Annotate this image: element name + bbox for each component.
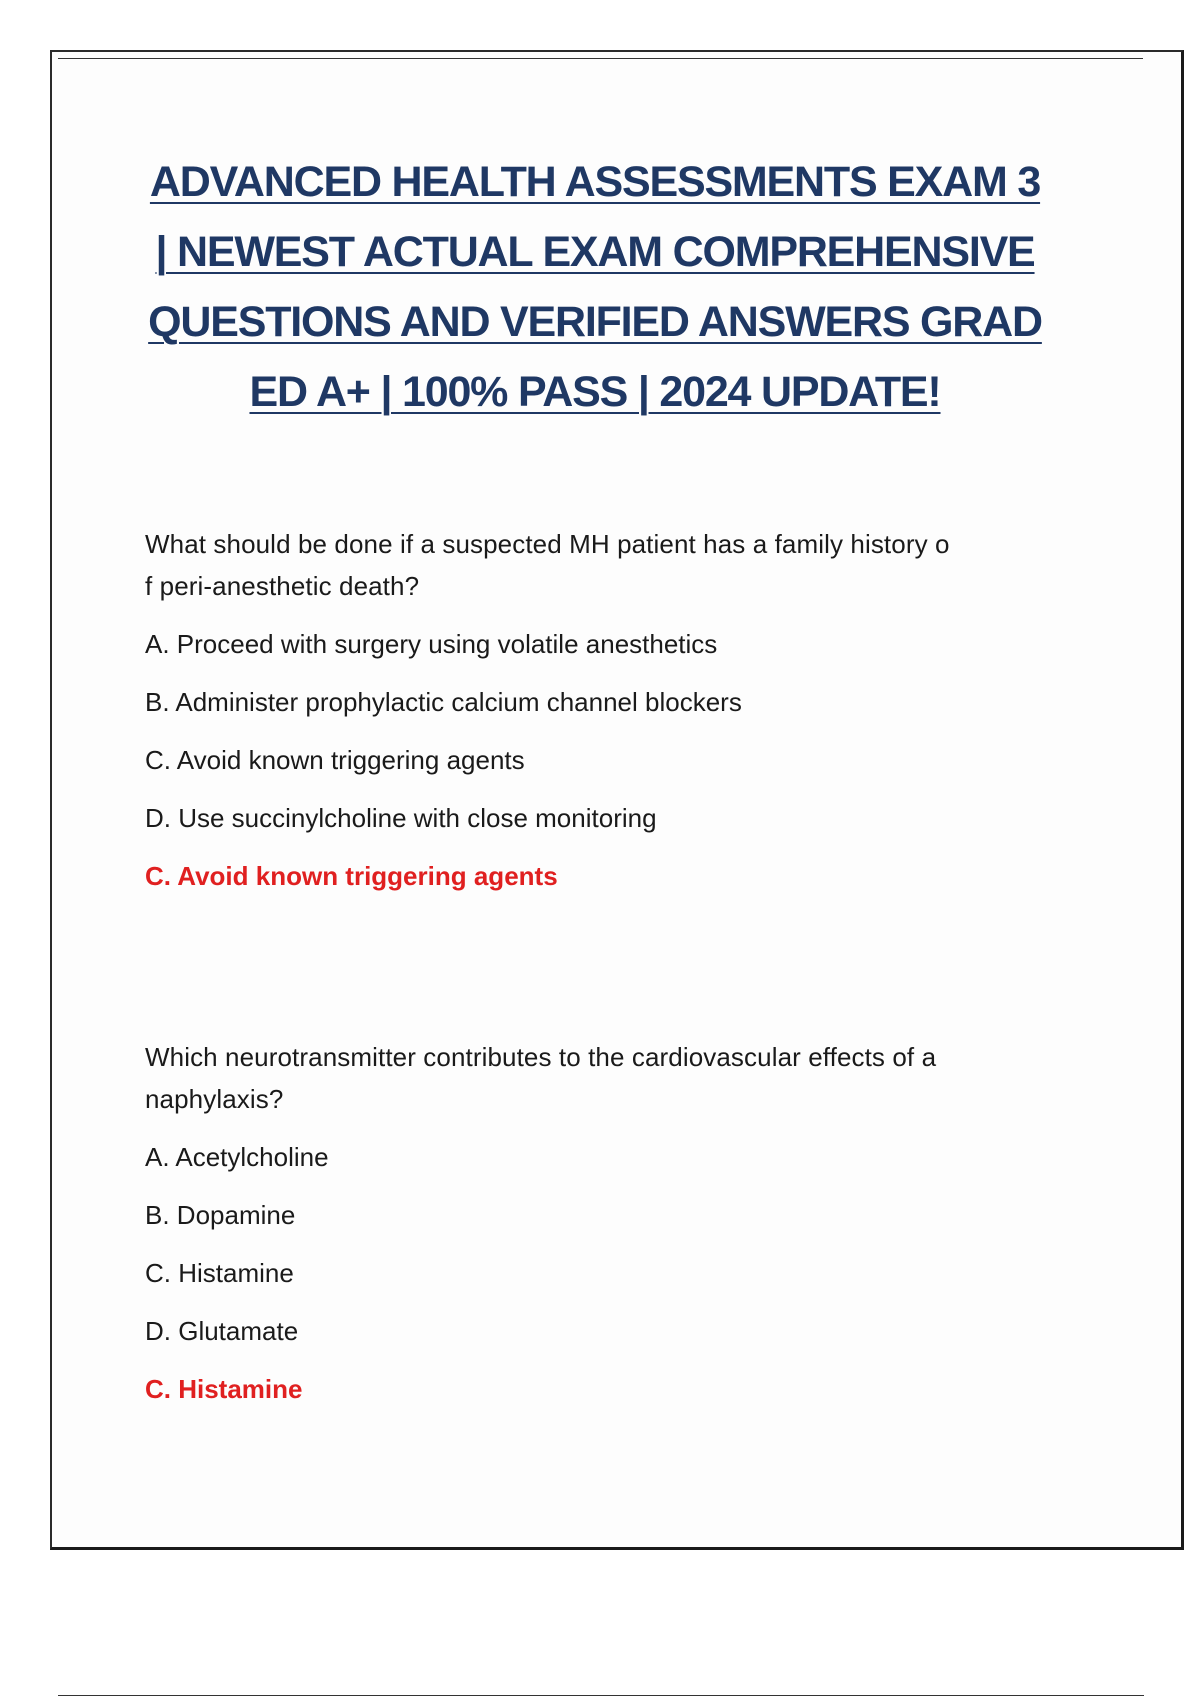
question-2-option-d: D. Glutamate	[145, 1316, 299, 1346]
question-2-text-line-2: naphylaxis?	[145, 1084, 284, 1114]
bottom-rule	[58, 1695, 1144, 1696]
title-line-3: QUESTIONS AND VERIFIED ANSWERS GRAD	[148, 298, 1042, 346]
question-2-answer: C. Histamine	[145, 1374, 303, 1404]
question-1-text-line-1: What should be done if a suspected MH patient has a family history o	[145, 529, 950, 559]
question-2-text	[145, 1036, 1075, 1120]
title-line-2: | NEWEST ACTUAL EXAM COMPREHENSIVE	[155, 228, 1035, 276]
document-title	[95, 147, 1095, 427]
question-2	[145, 1036, 1075, 1418]
question-1-option-c: C. Avoid known triggering agents	[145, 745, 525, 775]
question-2-option-c: C. Histamine	[145, 1258, 294, 1288]
question-2-text-line-1: Which neurotransmitter contributes to the cardiovascular effects of a	[145, 1042, 937, 1072]
question-2-options	[145, 1128, 1075, 1360]
question-1-text-line-2: f peri-anesthetic death?	[145, 571, 420, 601]
question-1-option-a: A. Proceed with surgery using volatile anesthetics	[145, 629, 718, 659]
question-1-option-d: D. Use succinylcholine with close monitoring	[145, 803, 657, 833]
question-1-option-b: B. Administer prophylactic calcium channel blockers	[145, 687, 742, 717]
question-1-answer: C. Avoid known triggering agents	[145, 861, 558, 891]
title-line-1: ADVANCED HEALTH ASSESSMENTS EXAM 3	[149, 158, 1041, 206]
title-line-4: ED A+ | 100% PASS | 2024 UPDATE!	[249, 368, 941, 416]
top-rule	[58, 58, 1143, 59]
question-1-options	[145, 615, 1075, 847]
question-1	[145, 523, 1075, 905]
question-2-option-b: B. Dopamine	[145, 1200, 296, 1230]
question-2-option-a: A. Acetylcholine	[145, 1142, 329, 1172]
question-1-text	[145, 523, 1075, 607]
